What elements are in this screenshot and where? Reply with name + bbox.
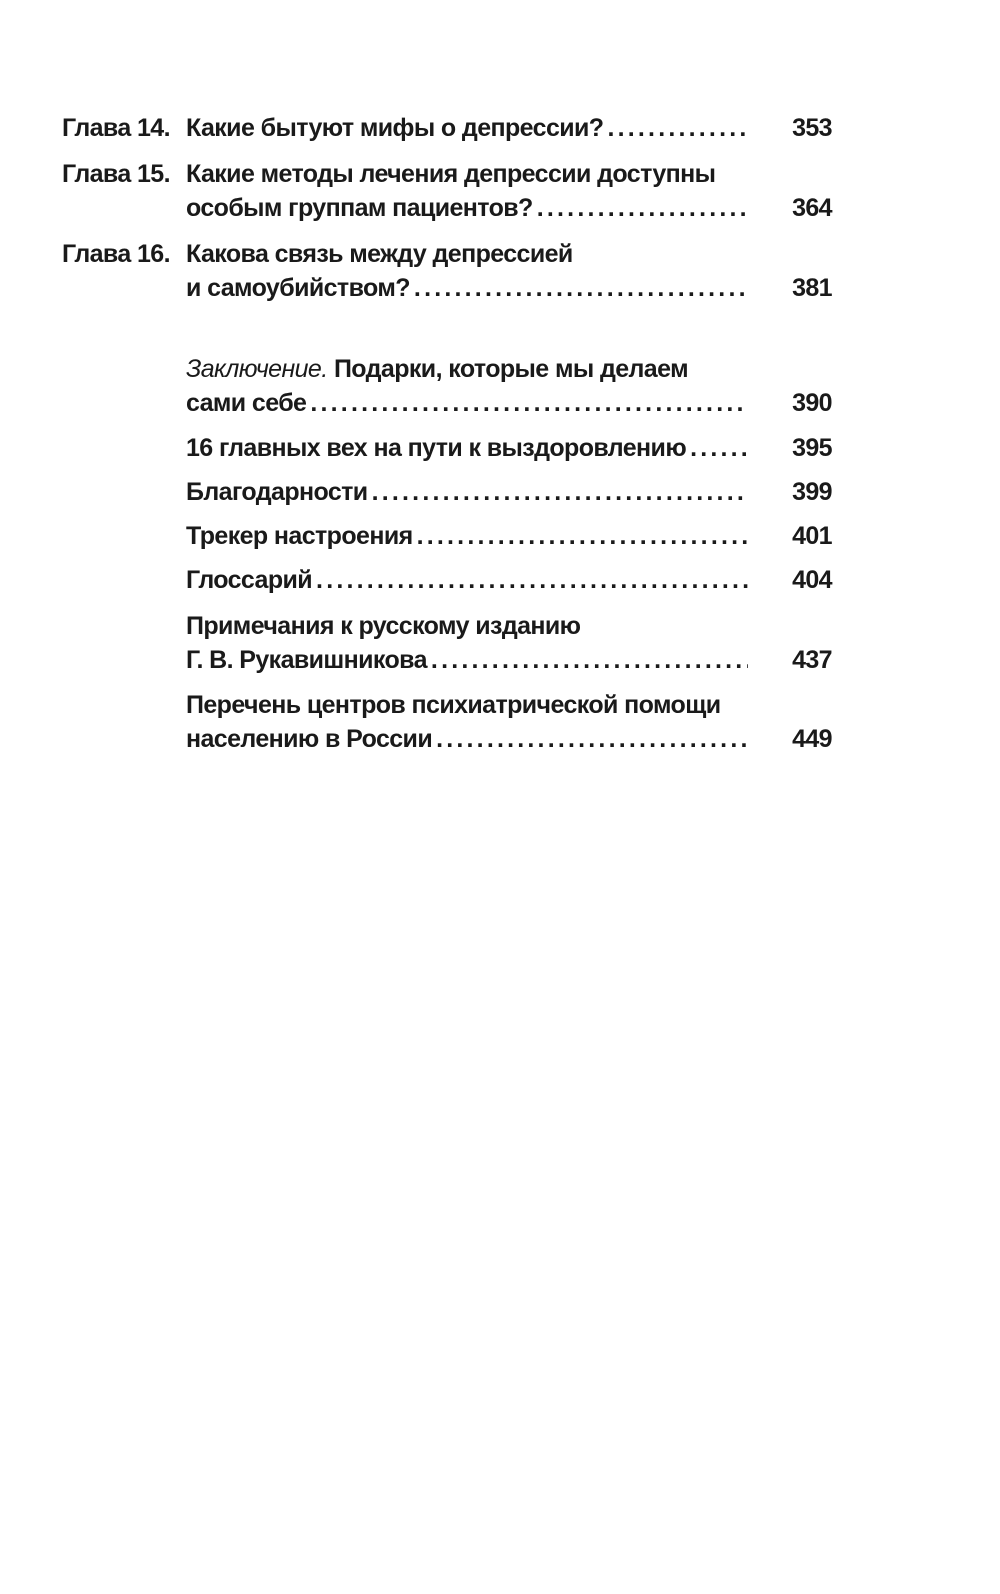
chapter-label: Глава 15.: [62, 160, 170, 188]
page-number: 381: [792, 274, 832, 302]
entry-title-line-2: населению в России: [186, 725, 433, 753]
dot-leader: [316, 563, 748, 597]
dot-leader: [431, 643, 748, 677]
page-number: 404: [792, 566, 832, 594]
entry-title-line-1: Подарки, которые мы делаем: [327, 355, 688, 383]
dot-leader: [436, 722, 748, 756]
dot-leader: [414, 271, 748, 305]
page-number: 364: [792, 194, 832, 222]
page-number: 399: [792, 478, 832, 506]
conclusion-prefix: Заключение.: [186, 355, 328, 383]
dot-leader: [537, 191, 748, 225]
page-number: 437: [792, 646, 832, 674]
entry-title-line-1: Перечень центров психиатрической помощи: [186, 691, 721, 719]
entry-title-line-2: и самоубийством?: [186, 274, 410, 302]
entry-title-line-2: Г. В. Рукавишникова: [186, 646, 427, 674]
entry-title: Какие бытуют мифы о депрессии?: [186, 114, 604, 142]
dot-leader: [690, 431, 748, 465]
page-number: 395: [792, 434, 832, 462]
chapter-label: Глава 16.: [62, 240, 170, 268]
entry-title-line-2: особым группам пациентов?: [186, 194, 533, 222]
page-number: 390: [792, 389, 832, 417]
entry-title: Трекер настроения: [186, 522, 413, 550]
chapter-label: Глава 14.: [62, 114, 170, 142]
entry-title-line-2: сами себе: [186, 389, 307, 417]
entry-title: 16 главных вех на пути к выздоровлению: [186, 434, 687, 462]
entry-title-line-1: Какие методы лечения депрессии доступны: [186, 160, 716, 188]
entry-title-line-1: Примечания к русскому изданию: [186, 612, 581, 640]
dot-leader: [372, 475, 748, 509]
page-number: 401: [792, 522, 832, 550]
page-number: 449: [792, 725, 832, 753]
dot-leader: [607, 111, 748, 145]
entry-title-line-1: Какова связь между депрессией: [186, 240, 573, 268]
entry-title: Благодарности: [186, 478, 368, 506]
dot-leader: [417, 519, 748, 553]
page-number: 353: [792, 114, 832, 142]
dot-leader: [310, 386, 748, 420]
entry-title: Глоссарий: [186, 566, 313, 594]
